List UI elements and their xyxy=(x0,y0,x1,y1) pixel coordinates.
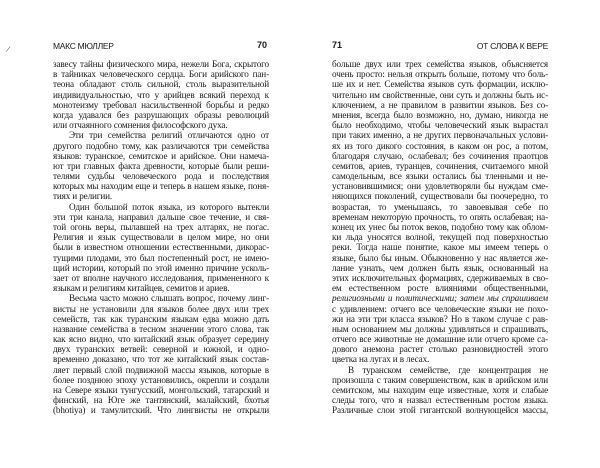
text-line: мнения, всегда было возможно, но, думаю, никогда не xyxy=(332,109,548,120)
text-line: ше их и нет. Семейства языков суть формации, исклю- xyxy=(332,79,548,90)
text-line: ным основанием мы должны удивляться и спрашивать, xyxy=(332,323,548,334)
text-line: Различные слои этой гигантской волнующейся массы, xyxy=(332,405,548,416)
text-line: очень просто: нельзя открыть больше, потому что боль- xyxy=(332,69,548,80)
text-line: возрастая, то уменьшаясь, то завоевывая себе по xyxy=(332,201,548,212)
text-line: временно доказано, что тот же китайский язык состав- xyxy=(53,354,269,365)
text-line: В туранском семействе, где концентрация не xyxy=(348,364,548,375)
text-line: с удивлением: отчего все человеческие языки не похо- xyxy=(332,303,548,314)
text-line: при таких именно, а не других первоначальных услови- xyxy=(332,130,548,141)
text-line: религиозными и политическими; затем мы спрашиваем xyxy=(332,293,548,304)
running-head: МАКС МЮЛЛЕР xyxy=(53,41,114,51)
text-line: другого подобно тому, как различаются три семейства xyxy=(53,140,269,151)
text-line: название семейства в тесном значении этого слова, так xyxy=(53,323,269,334)
running-head: ОТ СЛОВА К ВЕРЕ xyxy=(476,41,548,51)
page-text xyxy=(53,59,269,416)
page-text xyxy=(332,59,548,416)
text-line: завесу тайны физического мира, нежели Бога, скрытого xyxy=(53,59,269,69)
text-line: висты не установили для языков более двух или трех xyxy=(53,303,269,314)
text-line: ляет первый слой подвижной массы языков, которые в xyxy=(53,364,269,375)
right-page xyxy=(300,0,600,468)
text-line: этих исключительных формациях, сдерживаемых в сво- xyxy=(332,272,548,283)
text-line: благодаря случаю, ослабевал; без сочинения праотцов xyxy=(332,150,548,161)
text-line: самодельным, все языки остались бы тленными и не- xyxy=(332,171,548,182)
text-line: временам некоторую прочность, то опять ослабевая; на- xyxy=(332,211,548,222)
page-number: 71 xyxy=(332,40,343,50)
text-line: зает от вполне научного исследования, примененного к xyxy=(53,272,269,283)
text-line: ют три главных факта древности, которые были реши- xyxy=(53,160,269,171)
text-line: двух туранских ветвей: северной и южной, и одно- xyxy=(53,344,269,355)
text-line: монотеизму требовал насильственной борьбы и редко xyxy=(53,99,269,110)
text-line: цветка на лугах и в лесах. xyxy=(332,354,430,365)
text-line: Религия и язык существовали в целом мире, но они xyxy=(53,232,269,243)
text-line: щий истории, который по этой именно причине усколь- xyxy=(53,262,269,273)
text-line: Весьма часто можно слышать вопрос, почему линг- xyxy=(69,293,269,304)
text-line: произошла с таким совершенством, как в арийском или xyxy=(332,374,548,385)
text-line: Один большой поток языка, из которого вытекли xyxy=(69,201,269,212)
text-line: телями судьбы человеческого рода и последствия xyxy=(53,171,269,182)
text-line: ки льда уносятся волной, текущей под поверхностью xyxy=(332,232,548,243)
text-line: отчего все животные не домашние или отчего кроме са- xyxy=(332,334,548,345)
text-line: были в известном отношении естественными, дикорас- xyxy=(53,242,269,253)
text-line: которых мы находим еще и теперь в нашем языке, поня- xyxy=(53,181,269,192)
text-line: тиях и религии. xyxy=(53,191,113,202)
text-line: языке, было бы иным. Обыкновенно у нас является же- xyxy=(332,252,548,263)
text-line: на Севере языки тунгусский, монгольский, татарский и xyxy=(53,385,269,395)
text-line: (bhotiya) и тамулитский. Что лингвисты не открыли xyxy=(53,405,269,416)
text-line: няющихся поколений, существовали бы поочередно, то xyxy=(332,191,548,202)
text-line: финский, на Юге же тантянский, малайский, бхотья xyxy=(53,395,269,406)
text-line: лание узнать, чем должен быть язык, основанный на xyxy=(332,262,548,273)
text-line: семитском, мы находим еще известные, хотя и слабые xyxy=(332,385,548,395)
text-line: было необходимо, чтобы человеческий язык вырастал xyxy=(332,120,548,131)
text-line: ях из того дикого состояния, в каком он рос, а потом, xyxy=(332,140,548,151)
text-line: следы того, что я назвал естественным ростом языка. xyxy=(332,395,548,406)
text-line: дового анемона растет столько разновидностей этого xyxy=(332,344,548,355)
text-line: семитов, ариев, туранцев, сочинения, считаемого мной xyxy=(332,160,548,171)
text-line: теона обладают столь сильной, столь выразительной xyxy=(53,79,269,90)
text-line: больше двух или трех семейства языков, объясняется xyxy=(332,59,548,69)
text-line: эти три канала, направил дальше свое течение, и свя- xyxy=(53,211,269,222)
text-line: или отчаянного сомнения философского духа. xyxy=(53,120,228,131)
text-line: реки. Тогда наше понятие, какое мы имеем теперь о xyxy=(332,242,548,253)
text-line: конец их унес бы поток веков, подобно тому как облом- xyxy=(332,222,548,232)
text-line: семейств, так как туранским языкам едва можно дать xyxy=(53,313,269,324)
text-line: Эти три семейства религий отличаются одно от xyxy=(69,130,269,141)
text-line: более позднюю эпоху установились, окрепли и создали xyxy=(53,374,269,385)
text-line: ключением, а не правилом в развитии языков. Без со- xyxy=(332,99,548,110)
text-line: когда удавался без разрушающих образы революций xyxy=(53,109,269,120)
text-line: установившимися; они удовлетворяли бы нуждам сме- xyxy=(332,181,548,192)
text-line: ем естественном росте влияниями общественными, xyxy=(332,283,548,294)
text-line: чительно им свойственные, они суть и должны быть ис- xyxy=(332,89,548,100)
text-line: той огонь веры, пылавшей на трех алтарях, не погас. xyxy=(53,222,269,232)
text-line: тущими плодами, это был постепенный рост, не имею- xyxy=(53,252,269,263)
page-number: 70 xyxy=(257,40,268,50)
text-line: жи на эти три класса языков? Но в таком случае с рав- xyxy=(332,313,548,324)
text-line: языкам и религиям китайцев, семитов и ариев. xyxy=(53,283,230,294)
text-line: как ясно видно, что китайский язык образует середину xyxy=(53,334,269,345)
scan-mark: / xyxy=(5,43,12,55)
text-line: языков: туранское, семитское и арийское. Они намеча- xyxy=(53,150,269,161)
text-line: в тайниках человеческого сердца. Боги арийского пан- xyxy=(53,69,269,80)
text-line: индивидуальностью, что у арийцев всякий переход к xyxy=(53,89,269,100)
